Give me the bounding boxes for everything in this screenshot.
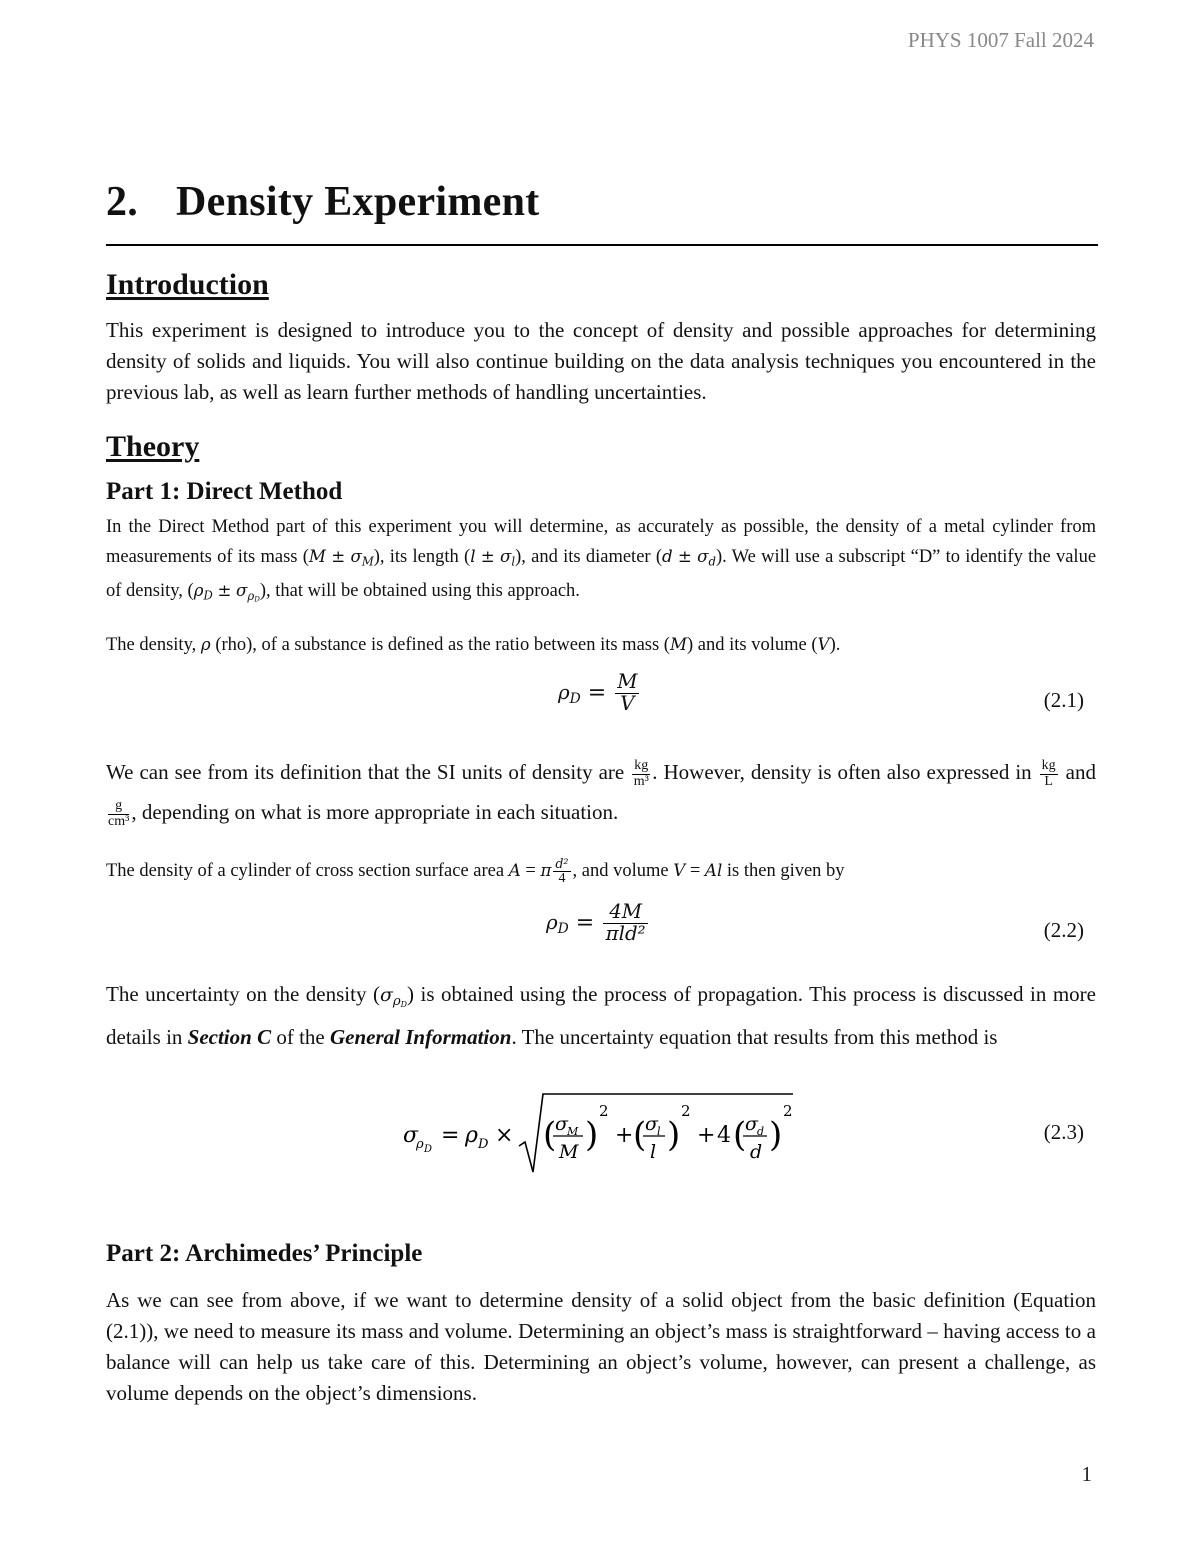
chapter-title xyxy=(106,178,540,226)
equation-2-2: $\rho_D$ = $\frac{4M}{\text{πld²}}$ (2.2) xyxy=(546,900,1084,945)
theory-heading: Theory xyxy=(106,430,200,463)
part2-paragraph: As we can see from above, if we want to determine density of a solid object from the basic definition (Equation (2.1)), we need to measure its mass and volume. Determining an object’s mass is straightforward – having access to a balance will can help us take care of this. Determining an object’s volume, however, can present a challenge, as volume depends on the object’s dimensions. xyxy=(106,1288,1096,1405)
svg-text:): ) xyxy=(769,1115,783,1155)
svg-text:2: 2 xyxy=(783,1102,793,1120)
part2-heading: Part 2: Archimedes’ Principle xyxy=(106,1240,423,1267)
svg-text:σ: σ xyxy=(403,1123,419,1148)
equation-2-1-tag: (2.1) xyxy=(1043,688,1084,712)
part1-paragraph-4: The density of a cylinder of cross section surface area A = π $\frac{\text{d²}}{4}$ , and volume V = Al is then given by xyxy=(106,856,845,886)
title-rule xyxy=(106,244,1098,246)
general-information-reference: General Information xyxy=(330,1024,512,1049)
svg-text:): ) xyxy=(585,1115,599,1155)
svg-text:2: 2 xyxy=(599,1102,609,1120)
svg-text:d: d xyxy=(757,1125,765,1138)
equation-2-3 xyxy=(106,1086,1098,1182)
page-number: 1 xyxy=(1081,1462,1092,1486)
part1-paragraph-2: The density, ρ (rho), of a substance is defined as the ratio between its mass (M) and its volume (V). xyxy=(106,635,841,655)
svg-text:σ: σ xyxy=(645,1113,658,1135)
running-header: PHYS 1007 Fall 2024 xyxy=(907,28,1094,52)
svg-text:=: = xyxy=(441,1123,460,1148)
svg-text:(: ( xyxy=(543,1115,557,1155)
svg-text:M: M xyxy=(567,1125,579,1138)
svg-text:σ: σ xyxy=(745,1113,758,1135)
svg-text:+: + xyxy=(615,1123,634,1148)
svg-text:4: 4 xyxy=(717,1123,731,1148)
part1-paragraph-1: In the Direct Method part of this experiment you will determine, as accurately as possible, the density of a metal cylinder from measurements of its mass $(M \pm \sigma_M)$, its length $(l \pm \sigma_l)$, and its diameter $(d \pm \sigma_d)$. We will use a subscript “D” to identify the value of density, $(\rho_D \pm \sigma_{\rho D})$, that will be obtained using this approach. xyxy=(106,517,1097,604)
svg-text:d: d xyxy=(750,1141,763,1163)
equation-2-3-tag: (2.3) xyxy=(1043,1120,1084,1144)
svg-text:+: + xyxy=(697,1123,716,1148)
svg-text:2: 2 xyxy=(681,1102,691,1120)
svg-text:): ) xyxy=(667,1115,681,1155)
part1-heading: Part 1: Direct Method xyxy=(106,478,343,505)
svg-text:l: l xyxy=(650,1141,657,1163)
svg-text:×: × xyxy=(495,1123,514,1148)
equation-2-2-tag: (2.2) xyxy=(1043,918,1084,942)
introduction-heading: Introduction xyxy=(106,268,269,301)
part1-paragraph-5: The uncertainty on the density $(\sigma_{\rho D})$ is obtained using the process of propagation. This process is discussed in more details in Section C of the General Information. The uncertainty equation that results from this method is xyxy=(106,982,1096,1049)
svg-text:σ: σ xyxy=(555,1113,568,1135)
equation-2-3-formula xyxy=(401,1086,821,1182)
svg-text:(: ( xyxy=(733,1115,747,1155)
chapter-title-text: Density Experiment xyxy=(176,179,540,225)
svg-text:D: D xyxy=(478,1137,489,1152)
introduction-paragraph: This experiment is designed to introduce you to the concept of density and possible approaches for determining density of solids and liquids. You will also continue building on the data analysis techniques you encountered in the previous lab, as well as learn further methods of handling uncertainties. xyxy=(106,318,1096,404)
svg-text:l: l xyxy=(657,1125,661,1138)
svg-text:D: D xyxy=(424,1144,433,1155)
equation-2-1: $\rho_D$ = $\frac{M}{V}$ (2.1) xyxy=(558,670,1084,715)
part1-paragraph-3: We can see from its definition that the SI units of density are $\frac{kg}{\text{m³}}$ . However, density is often also expressed in $\frac{kg}{L}$ and $\frac{g}{\text{cm³}}$ , depending on what is more appropriate in each situation. xyxy=(106,758,1096,829)
svg-text:(: ( xyxy=(633,1115,647,1155)
chapter-number: 2. xyxy=(106,179,139,225)
section-c-reference: Section C xyxy=(187,1024,272,1049)
svg-text:M: M xyxy=(559,1141,579,1163)
svg-text:ρ: ρ xyxy=(416,1137,424,1152)
svg-text:ρ: ρ xyxy=(465,1123,478,1148)
